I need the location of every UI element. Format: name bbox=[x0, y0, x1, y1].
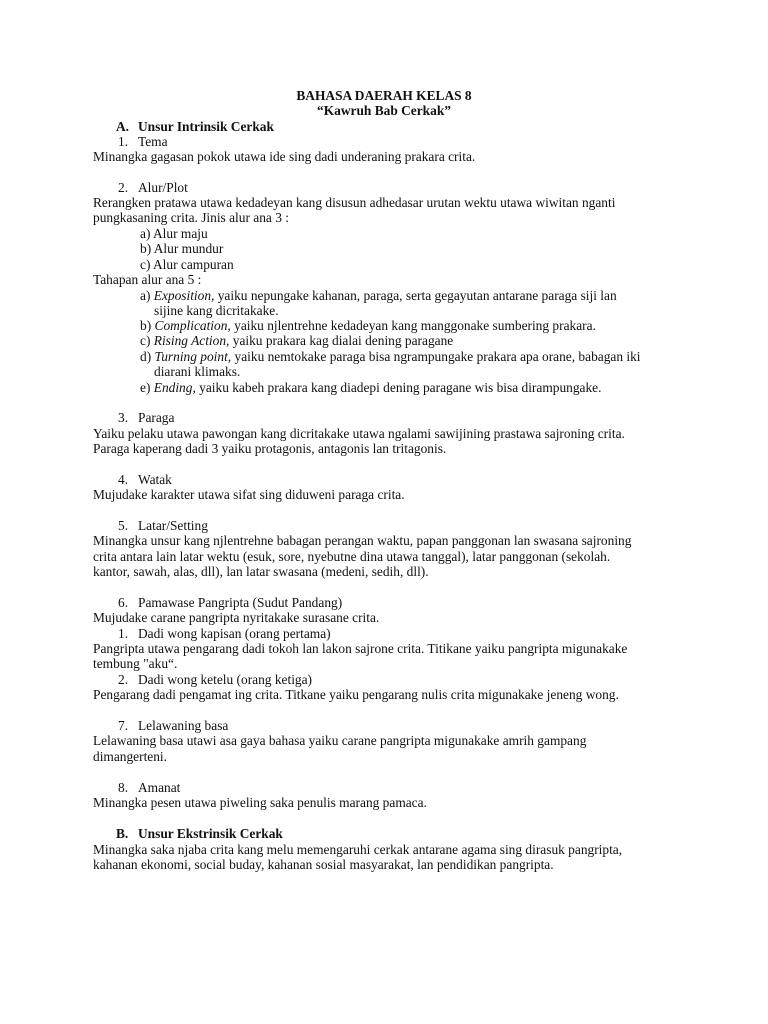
paragraph: Pengarang dadi pengamat ing crita. Titkane yaiku pengarang nulis crita migunakake jeneng wong. bbox=[93, 687, 619, 702]
list-item: b) Alur mundur bbox=[140, 241, 224, 256]
list-marker: b) bbox=[140, 318, 155, 333]
item-number: 3. bbox=[118, 410, 129, 425]
paragraph-line: crita antara lain latar wektu (esuk, sore, nyebutne dina utawa tanggal), latar panggonan (sekolah. bbox=[93, 549, 611, 564]
list-marker: d) bbox=[140, 349, 155, 364]
item-title: Alur/Plot bbox=[138, 180, 188, 195]
term-description: yaiku prakara kag dialai dening paragane bbox=[229, 333, 454, 348]
item-heading-watak bbox=[118, 472, 172, 487]
list-item: a) Alur maju bbox=[140, 226, 208, 241]
term-description: yaiku kabeh prakara kang diadepi dening paragane wis bisa dirampungake. bbox=[195, 380, 602, 395]
section-a-heading bbox=[116, 119, 274, 134]
item-heading-lelawaning bbox=[118, 718, 228, 733]
sub-item-heading bbox=[118, 626, 331, 641]
section-b-title: Unsur Ekstrinsik Cerkak bbox=[138, 826, 283, 841]
paragraph-line: pungkasaning crita. Jinis alur ana 3 : bbox=[93, 210, 289, 225]
item-title: Lelawaning basa bbox=[138, 718, 229, 733]
item-title: Dadi wong ketelu (orang ketiga) bbox=[138, 672, 313, 687]
paragraph: Minangka pesen utawa piweling saka penulis marang pamaca. bbox=[93, 795, 427, 810]
list-item-continuation: sijine kang dicritakake. bbox=[154, 303, 279, 318]
term: Rising Action, bbox=[153, 333, 230, 348]
item-number: 1. bbox=[118, 626, 129, 641]
document-subtitle: “Kawruh Bab Cerkak” bbox=[317, 103, 451, 118]
paragraph-line: tembung "aku“. bbox=[93, 656, 178, 671]
term: Ending, bbox=[153, 380, 196, 395]
list-item: c) Alur campuran bbox=[140, 257, 234, 272]
list-item bbox=[140, 288, 617, 303]
list-item bbox=[140, 349, 641, 364]
item-heading-latar bbox=[118, 518, 208, 533]
item-number: 6. bbox=[118, 595, 129, 610]
list-marker: a) bbox=[140, 288, 154, 303]
item-number: 1. bbox=[118, 134, 129, 149]
paragraph-line: dimangerteni. bbox=[93, 749, 167, 764]
paragraph: Mujudake karakter utawa sifat sing diduweni paraga crita. bbox=[93, 487, 405, 502]
item-title: Dadi wong kapisan (orang pertama) bbox=[138, 626, 331, 641]
item-heading-amanat bbox=[118, 780, 180, 795]
item-number: 2. bbox=[118, 672, 129, 687]
term: Exposition, bbox=[153, 288, 215, 303]
paragraph-line: Minangka saka njaba crita kang melu memengaruhi cerkak antarane agama sing dirasuk pangripta, bbox=[93, 842, 623, 857]
paragraph-line: Minangka unsur kang njlentrehne babagan perangan waktu, papan panggonan lan swasana sajroning bbox=[93, 533, 632, 548]
item-number: 8. bbox=[118, 780, 129, 795]
list-item-continuation: diarani klimaks. bbox=[154, 364, 241, 379]
section-b-heading bbox=[116, 826, 283, 841]
paragraph-line: Tahapan alur ana 5 : bbox=[93, 272, 202, 287]
item-number: 2. bbox=[118, 180, 129, 195]
paragraph-line: Yaiku pelaku utawa pawongan kang dicritakake utawa ngalami sawijining prastawa sajroning crita. bbox=[93, 426, 625, 441]
paragraph-line: Pangripta utawa pengarang dadi tokoh lan lakon sajrone crita. Titikane yaiku pangripta migunakake bbox=[93, 641, 628, 656]
list-item bbox=[140, 380, 601, 395]
item-heading-alur bbox=[118, 180, 188, 195]
paragraph-line: kahanan ekonomi, social buday, kahanan sosial masyarakat, lan pendidikan pangripta. bbox=[93, 857, 554, 872]
paragraph-line: Lelawaning basa utawi asa gaya bahasa yaiku carane pangripta migunakake amrih gampang bbox=[93, 733, 587, 748]
paragraph: Mujudake carane pangripta nyritakake surasane crita. bbox=[93, 610, 380, 625]
list-item bbox=[140, 318, 596, 333]
section-b-letter: B. bbox=[116, 826, 129, 841]
item-number: 7. bbox=[118, 718, 129, 733]
item-number: 4. bbox=[118, 472, 129, 487]
document-title: BAHASA DAERAH KELAS 8 bbox=[296, 88, 472, 103]
sub-item-heading bbox=[118, 672, 312, 687]
paragraph-line: Paraga kaperang dadi 3 yaiku protagonis, antagonis lan tritagonis. bbox=[93, 441, 447, 456]
item-title: Watak bbox=[138, 472, 172, 487]
item-heading-paraga bbox=[118, 410, 174, 425]
term: Turning point, bbox=[154, 349, 232, 364]
item-heading-tema bbox=[118, 134, 168, 149]
list-item bbox=[140, 333, 453, 348]
item-title: Amanat bbox=[138, 780, 181, 795]
item-title: Latar/Setting bbox=[138, 518, 208, 533]
paragraph-line: kantor, sawah, alas, dll), lan latar swasana (medeni, sedih, dll). bbox=[93, 564, 429, 579]
list-marker: e) bbox=[140, 380, 154, 395]
item-heading-pamawase bbox=[118, 595, 342, 610]
item-title: Paraga bbox=[138, 410, 175, 425]
section-a-letter: A. bbox=[116, 119, 130, 134]
term-description: yaiku njlentrehne kedadeyan kang manggonake sumbering prakara. bbox=[230, 318, 596, 333]
item-title: Tema bbox=[138, 134, 168, 149]
paragraph-line: Rerangken pratawa utawa kedadeyan kang disusun adhedasar urutan wektu utawa wiwitan nganti bbox=[93, 195, 616, 210]
item-title: Pamawase Pangripta (Sudut Pandang) bbox=[138, 595, 343, 610]
item-number: 5. bbox=[118, 518, 129, 533]
term: Complication, bbox=[154, 318, 231, 333]
list-marker: c) bbox=[140, 333, 154, 348]
term-description: yaiku nemtokake paraga bisa ngrampungake prakara apa orane, babagan iki bbox=[231, 349, 641, 364]
term-description: yaiku nepungake kahanan, paraga, serta gegayutan antarane paraga siji lan bbox=[214, 288, 617, 303]
paragraph: Minangka gagasan pokok utawa ide sing dadi underaning prakara crita. bbox=[93, 149, 476, 164]
section-a-title: Unsur Intrinsik Cerkak bbox=[138, 119, 274, 134]
